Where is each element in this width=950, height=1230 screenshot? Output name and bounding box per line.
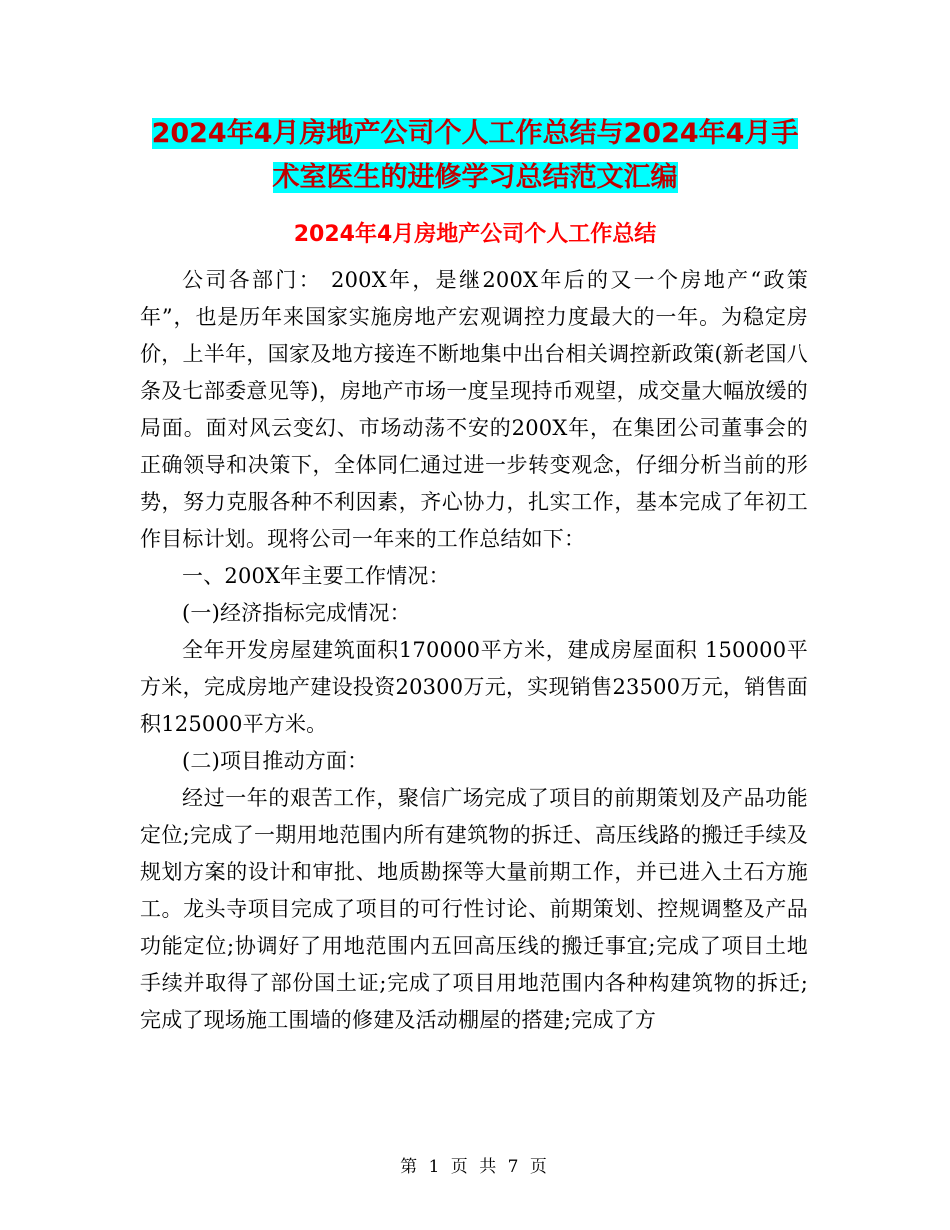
paragraph-projects: 经过一年的艰苦工作，聚信广场完成了项目的前期策划及产品功能定位;完成了一期用地范围内所有建筑物的拆迁、高压线路的搬迁手续及规划方案的设计和审批、地质勘探等大量前期工作，并已进入土石方施工。龙头寺项目完成了项目的可行性讨论、前期策划、控规调整及产品功能定位;协调好了用地范围内五回高压线的搬迁事宜;完成了项目土地手续并取得了部份国土证;完成了项目用地范围内各种构建筑物的拆迁;完成了现场施工围墙的修建及活动棚屋的搭建;完成了方 (140, 786, 808, 1032)
section-heading: 2024年4月房地产公司个人工作总结 (293, 222, 657, 247)
paragraph-economic: 全年开发房屋建筑面积170000平方米，建成房屋面积 150000平方米，完成房地产建设投资20300万元，实现销售23500万元，销售面积125000平方米。 (140, 638, 808, 736)
document-body (140, 262, 808, 1039)
document-title (140, 112, 810, 200)
page-number: 第 1 页 共 7 页 (400, 1157, 550, 1177)
title-highlight: 2024年4月房地产公司个人工作总结与2024年4月手术室医生的进修学习总结范文汇编 (151, 118, 799, 193)
paragraph-heading-1: 一、200X年主要工作情况： (182, 564, 450, 588)
paragraph-heading-3: (二)项目推动方面： (182, 749, 369, 773)
paragraph-intro: 公司各部门： 200X年，是继200X年后的又一个房地产“政策年”，也是历年来国家实施房地产宏观调控力度最大的一年。为稳定房价，上半年，国家及地方接连不断地集中出台相关调控新政策(新老国八条及七部委意见等)，房地产市场一度呈现持币观望，成交量大幅放缓的局面。面对风云变幻、市场动荡不安的200X年，在集团公司董事会的正确领导和决策下，全体同仁通过进一步转变观念，仔细分析当前的形势，努力克服各种不利因素，齐心协力，扎实工作，基本完成了年初工作目标计划。现将公司一年来的工作总结如下： (140, 268, 808, 551)
paragraph-heading-2: (一)经济指标完成情况： (182, 601, 411, 625)
